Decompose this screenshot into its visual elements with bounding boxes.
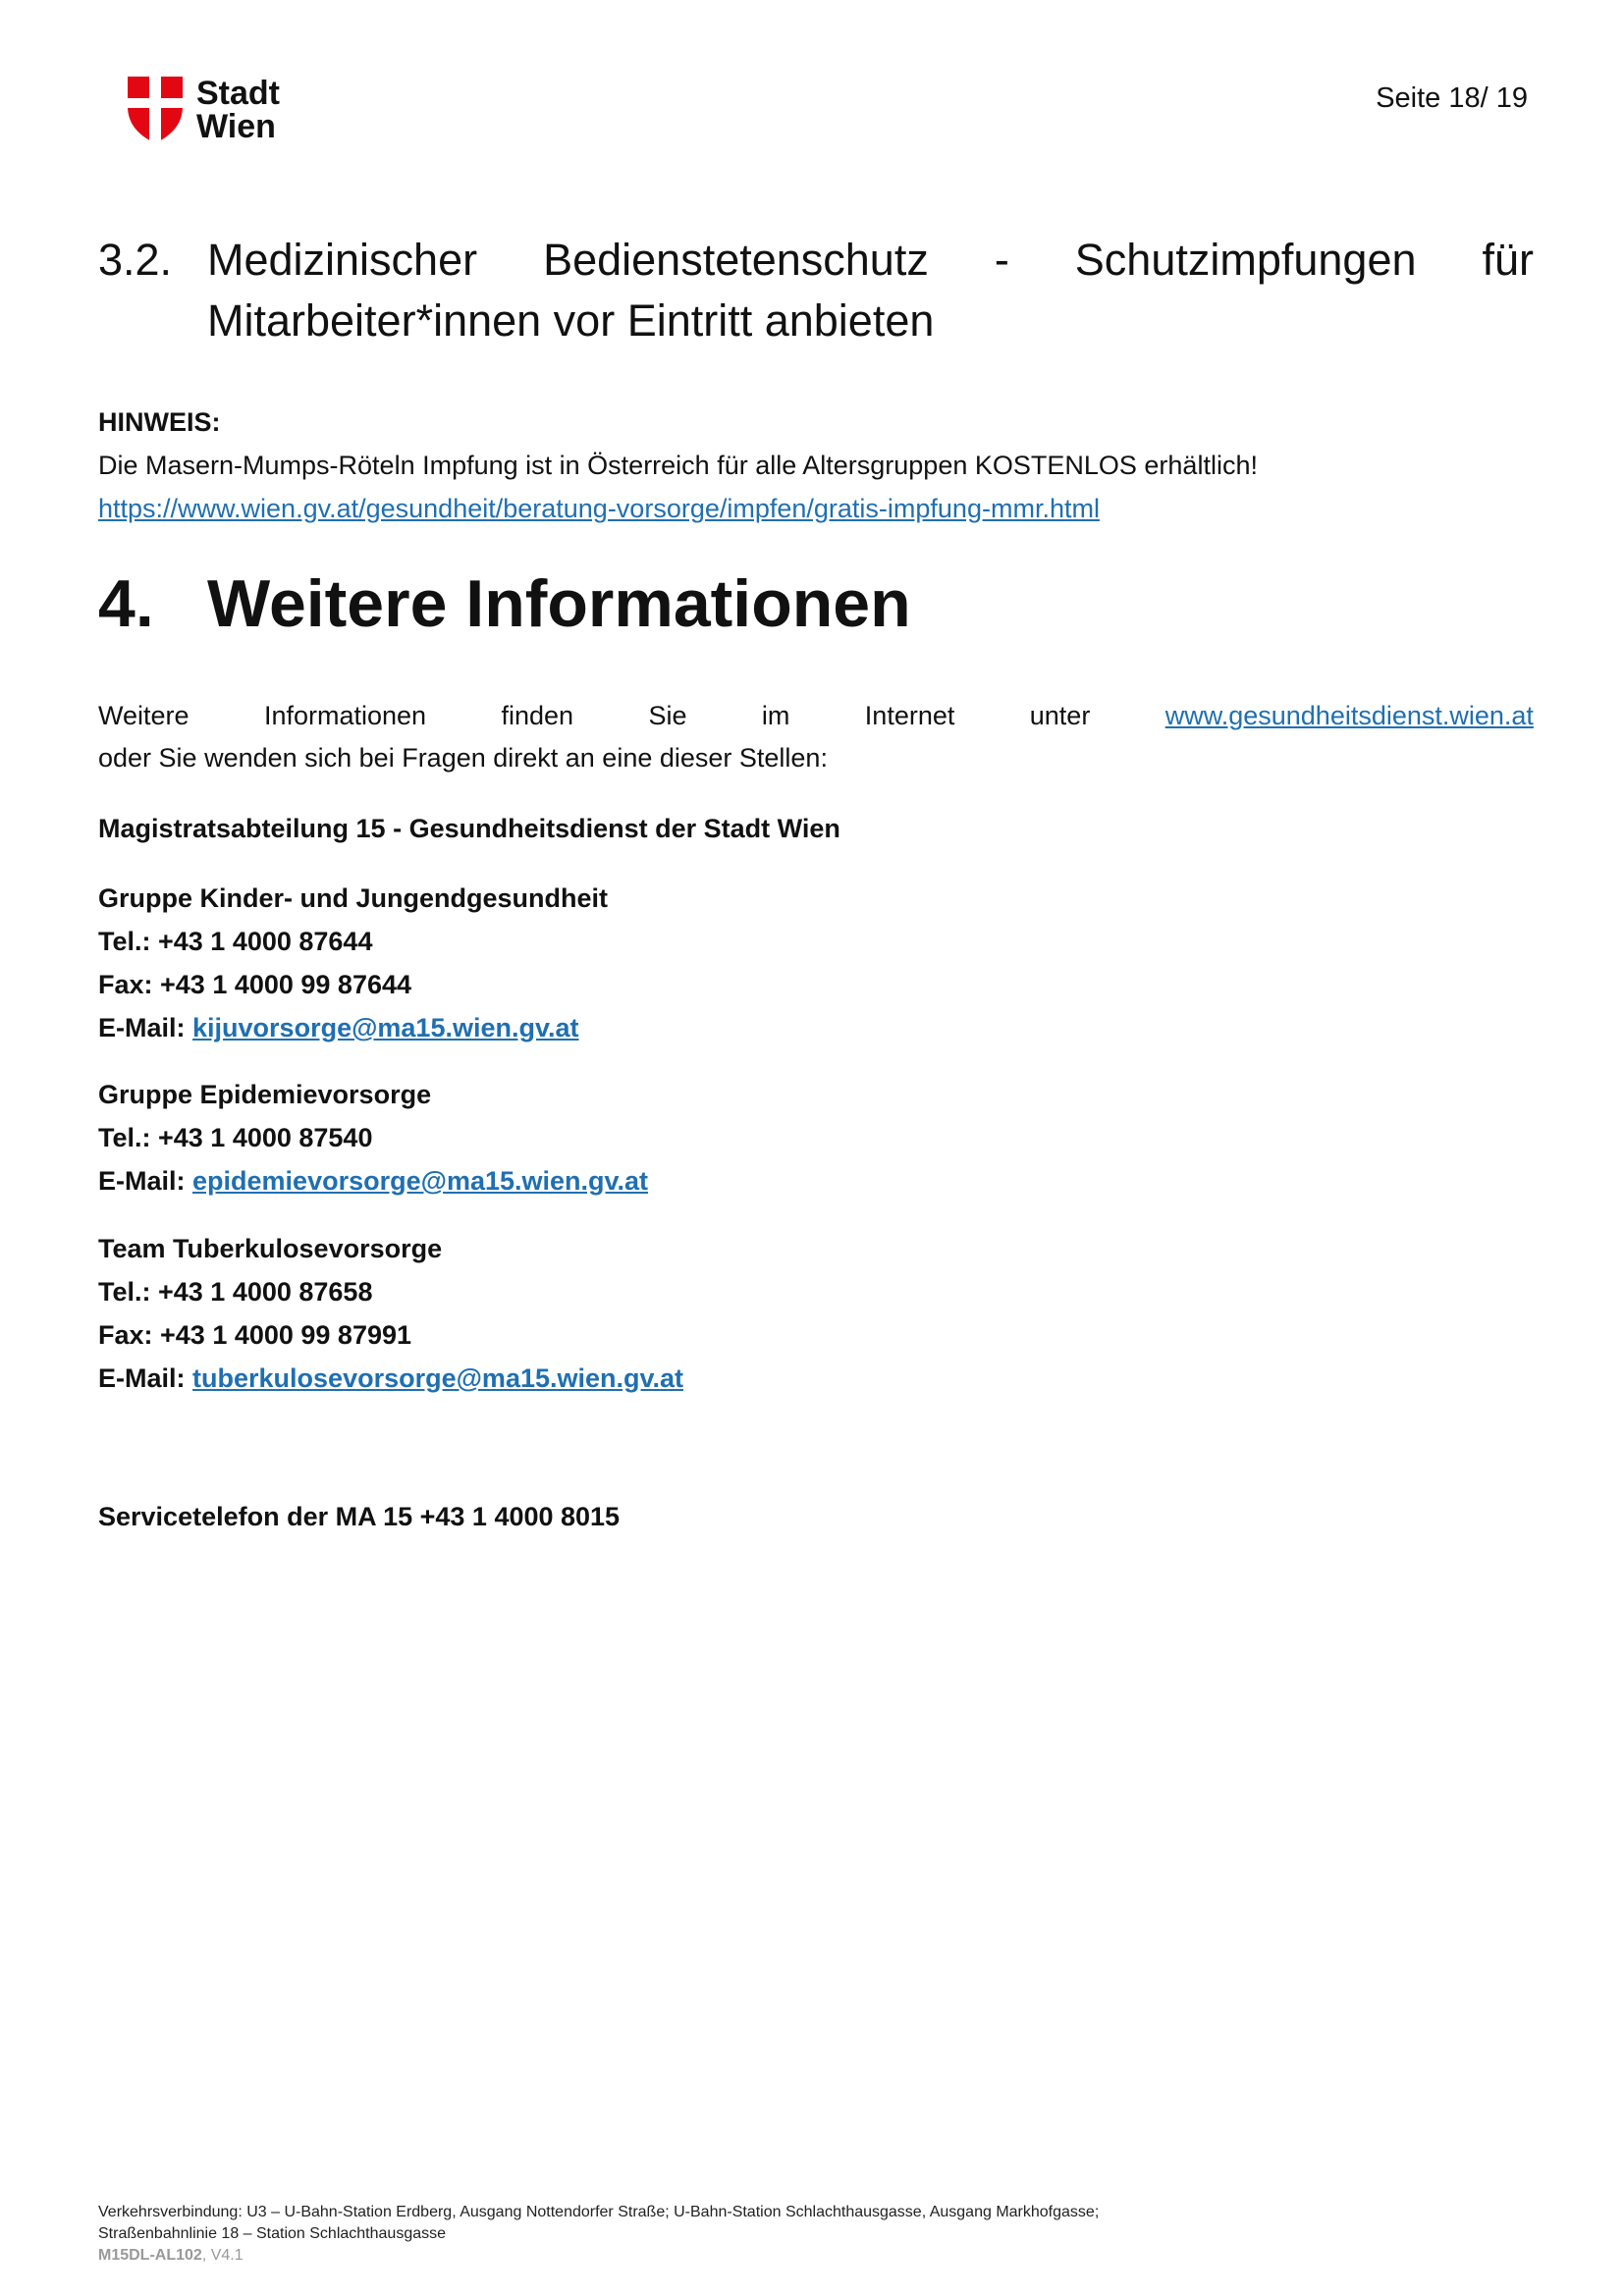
notice-block: [98, 400, 1534, 530]
intro-word: unter: [1029, 701, 1091, 730]
service-phone: [98, 1495, 1534, 1538]
contact-group-kinder: [98, 877, 1534, 1049]
phone: Tel.: +43 1 4000 87658: [98, 1277, 373, 1307]
group-name: Gruppe Kinder- und Jungendgesundheit: [98, 883, 608, 913]
intro-paragraph: [98, 695, 1534, 779]
section-number: 3.2.: [98, 235, 173, 285]
footer-line-1: Verkehrsverbindung: U3 – U-Bahn-Station Erdberg, Ausgang Nottendorfer Straße; U-Bahn-Station Schlachthausgasse, Ausgang Markhofgasse;: [98, 2204, 1100, 2220]
intro-word: Informationen: [263, 701, 427, 730]
fax: Fax: +43 1 4000 99 87991: [98, 1320, 412, 1350]
intro-word: Sie: [648, 701, 687, 730]
logo-text: [196, 77, 280, 143]
page-number: Seite 18/ 19: [1376, 82, 1528, 114]
intro-line-2: oder Sie wenden sich bei Fragen direkt an eine dieser Stellen:: [98, 743, 828, 773]
phone: Tel.: +43 1 4000 87540: [98, 1123, 373, 1152]
section-number: 4.: [98, 566, 154, 641]
intro-word: im: [761, 701, 790, 730]
section-4-heading: [98, 560, 911, 648]
department-name: [98, 807, 1534, 850]
notice-text: Die Masern-Mumps-Röteln Impfung ist in Österreich für alle Altersgruppen KOSTENLOS erhältlich!: [98, 451, 1258, 480]
fax: Fax: +43 1 4000 99 87644: [98, 970, 412, 999]
section-3-2-heading: [98, 230, 1534, 351]
logo-line-1: Stadt: [196, 75, 280, 112]
email-link[interactable]: epidemievorsorge@ma15.wien.gv.at: [192, 1166, 649, 1196]
department-text: Magistratsabteilung 15 - Gesundheitsdienst der Stadt Wien: [98, 814, 840, 843]
group-name: Team Tuberkulosevorsorge: [98, 1234, 443, 1263]
gesundheitsdienst-link[interactable]: www.gesundheitsdienst.wien.at: [1164, 701, 1534, 730]
email-row: [98, 1159, 1534, 1202]
footer: [98, 2202, 1534, 2267]
heading-line-1: [207, 230, 1534, 291]
mmr-vaccination-link[interactable]: https://www.wien.gv.at/gesundheit/beratung-vorsorge/impfen/gratis-impfung-mmr.html: [98, 494, 1100, 523]
section-title: Weitere Informationen: [207, 566, 911, 641]
email-link[interactable]: tuberkulosevorsorge@ma15.wien.gv.at: [192, 1363, 684, 1393]
footer-line-2: Straßenbahnlinie 18 – Station Schlachthausgasse: [98, 2225, 447, 2242]
service-phone-text: Servicetelefon der MA 15 +43 1 4000 8015: [98, 1502, 621, 1531]
contact-group-tuberkulose: [98, 1227, 1534, 1400]
phone: Tel.: +43 1 4000 87644: [98, 927, 373, 956]
logo-line-2: Wien: [196, 108, 276, 145]
email-row: [98, 1357, 1534, 1400]
email-label: E-Mail:: [98, 1013, 186, 1042]
email-row: [98, 1006, 1534, 1049]
heading-word: für: [1482, 235, 1534, 285]
contact-group-epidemie: [98, 1073, 1534, 1202]
email-label: E-Mail:: [98, 1363, 186, 1393]
stadt-wien-logo: [128, 77, 304, 145]
vienna-shield-icon: [128, 77, 183, 143]
heading-line-2: Mitarbeiter*innen vor Eintritt anbieten: [207, 295, 935, 346]
email-link[interactable]: kijuvorsorge@ma15.wien.gv.at: [192, 1013, 579, 1042]
group-name: Gruppe Epidemievorsorge: [98, 1080, 432, 1109]
email-label: E-Mail:: [98, 1166, 186, 1196]
intro-word: Weitere: [98, 701, 189, 730]
document-version: , V4.1: [201, 2247, 244, 2264]
heading-word: Medizinischer: [207, 235, 478, 285]
heading-word: -: [994, 235, 1009, 285]
intro-word: finden: [501, 701, 574, 730]
document-code: M15DL-AL102: [98, 2247, 202, 2264]
heading-word: Bedienstetenschutz: [543, 235, 929, 285]
heading-word: Schutzimpfungen: [1074, 235, 1417, 285]
notice-label: HINWEIS:: [98, 407, 221, 437]
intro-word: Internet: [864, 701, 955, 730]
